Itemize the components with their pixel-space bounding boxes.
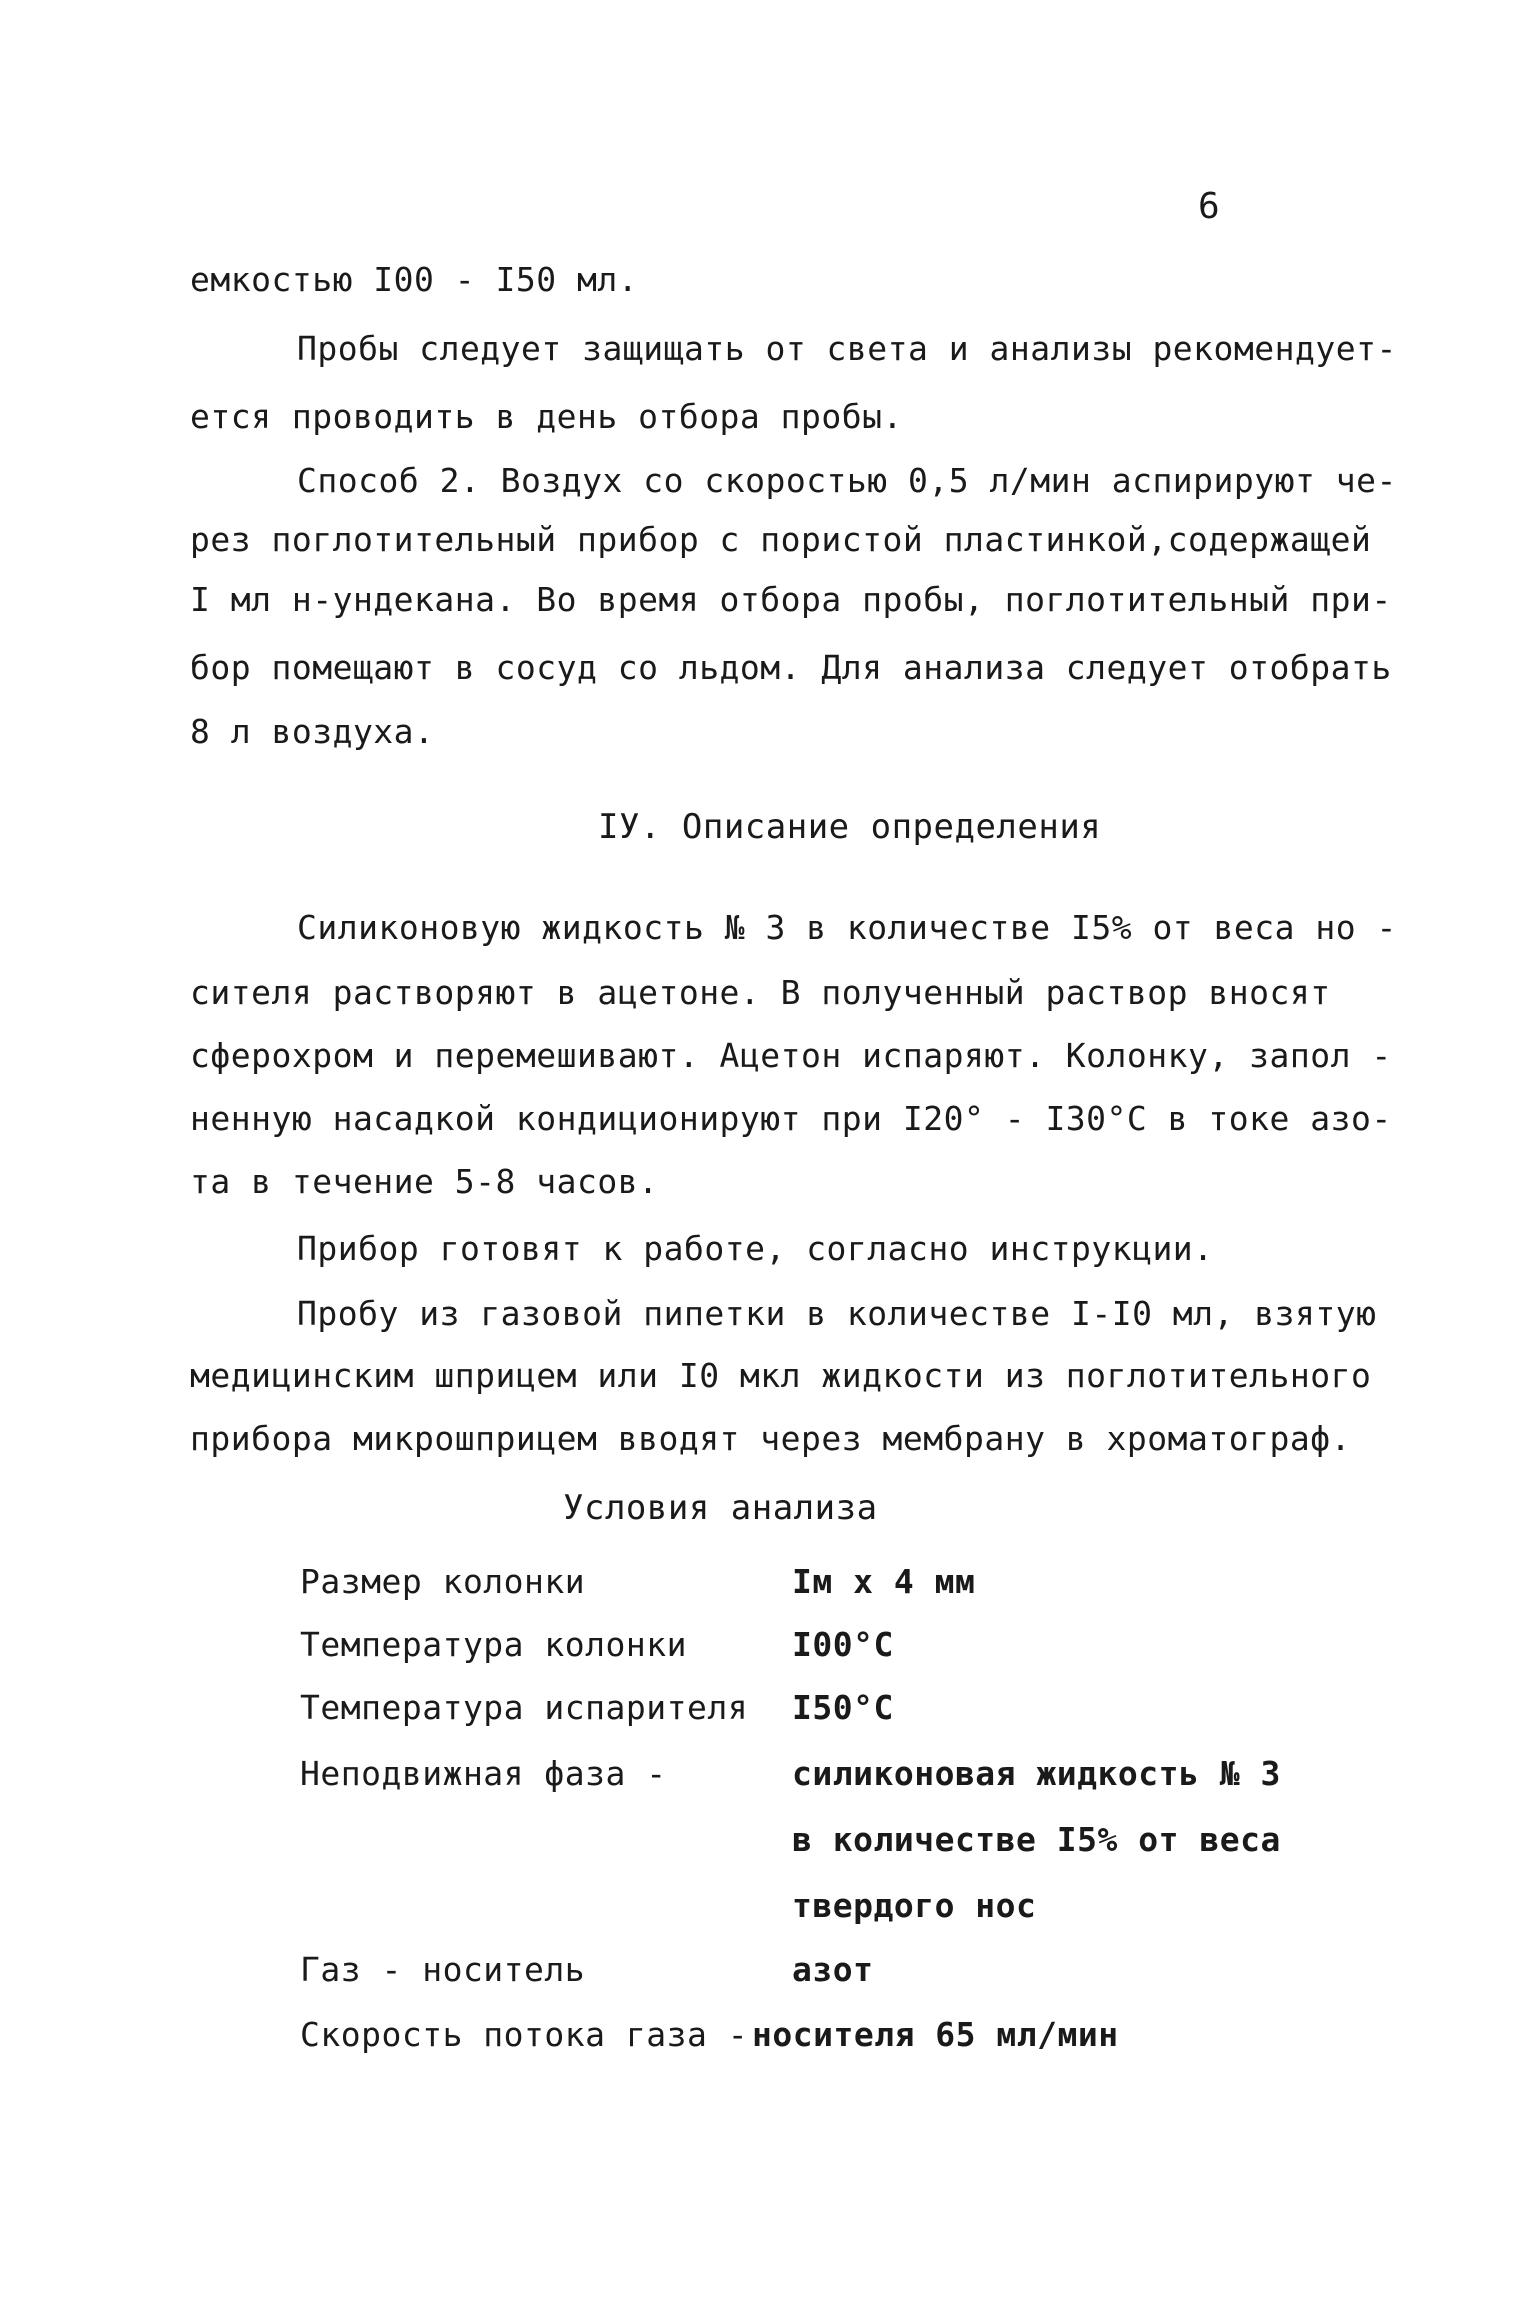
- paragraph-line: Пробу из газовой пипетки в количестве I-I0 мл, взятую: [297, 1294, 1377, 1333]
- paragraph-line: Прибор готовят к работе, согласно инструкции.: [297, 1229, 1214, 1268]
- condition-label: Размер колонки: [300, 1562, 586, 1601]
- condition-value: в количестве I5% от веса: [792, 1820, 1281, 1859]
- paragraph-line: 8 л воздуха.: [190, 712, 435, 751]
- condition-value: азот: [792, 1950, 874, 1989]
- paragraph-line: Пробы следует защищать от света и анализы рекомендует-: [297, 329, 1397, 368]
- section-heading: IУ. Описание определения: [598, 807, 1102, 847]
- paragraph-line: прибора микрошприцем вводят через мембрану в хроматограф.: [190, 1419, 1351, 1458]
- condition-label: Неподвижная фаза -: [300, 1754, 667, 1793]
- condition-label: Скорость потока газа -: [300, 2015, 749, 2054]
- paragraph-line: сителя растворяют в ацетоне. В полученный раствор вносят: [190, 973, 1331, 1012]
- paragraph-line: рез поглотительный прибор с пористой пластинкой,содержащей: [190, 520, 1372, 559]
- paragraph-line: бор помещают в сосуд со льдом. Для анализа следует отобрать: [190, 648, 1392, 687]
- page-number: 6: [1198, 186, 1220, 227]
- condition-value: носителя 65 мл/мин: [752, 2015, 1119, 2054]
- condition-value: Iм х 4 мм: [792, 1562, 976, 1601]
- paragraph-line: I мл н-ундекана. Во время отбора пробы, поглотительный при-: [190, 580, 1392, 619]
- paragraph-line: Способ 2. Воздух со скоростью 0,5 л/мин аспирируют че-: [297, 461, 1397, 500]
- condition-value: твердого нос: [792, 1886, 1037, 1925]
- condition-label: Газ - носитель: [300, 1950, 586, 1989]
- paragraph-line: ется проводить в день отбора пробы.: [190, 397, 903, 436]
- condition-value: I00°C: [792, 1625, 894, 1664]
- paragraph-line: медицинским шприцем или I0 мкл жидкости из поглотительного: [190, 1356, 1372, 1395]
- paragraph-line: сферохром и перемешивают. Ацетон испаряют. Колонку, запол -: [190, 1036, 1392, 1075]
- paragraph-line: Силиконовую жидкость № 3 в количестве I5% от веса но -: [297, 908, 1397, 947]
- paragraph-line: емкостью I00 - I50 мл.: [190, 260, 639, 299]
- conditions-title: Условия анализа: [563, 1488, 878, 1528]
- condition-label: Температура испарителя: [300, 1688, 749, 1727]
- paragraph-line: та в течение 5-8 часов.: [190, 1162, 659, 1201]
- paragraph-line: ненную насадкой кондиционируют при I20° - I30°С в токе азо-: [190, 1099, 1392, 1138]
- condition-label: Температура колонки: [300, 1625, 687, 1664]
- condition-value: I50°C: [792, 1688, 894, 1727]
- condition-value: силиконовая жидкость № 3: [792, 1754, 1281, 1793]
